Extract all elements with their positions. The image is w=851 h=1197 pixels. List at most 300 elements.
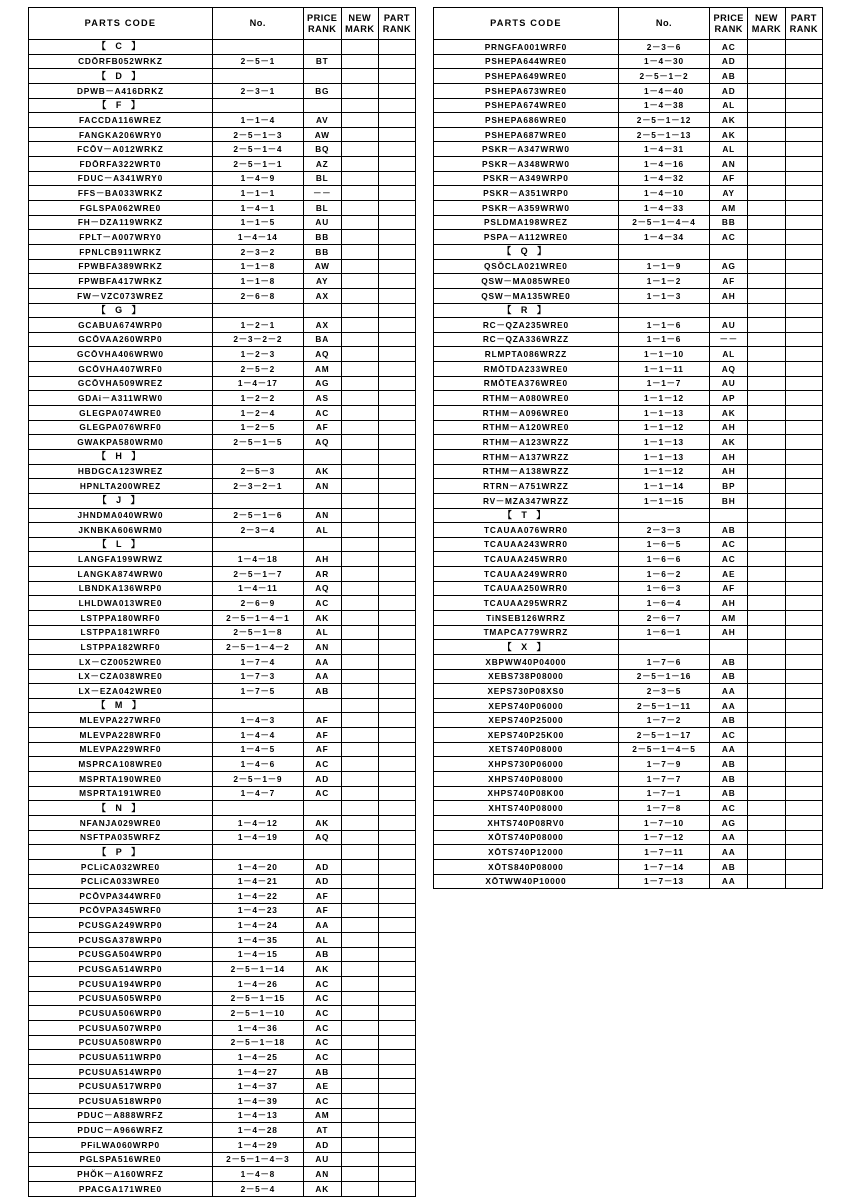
table-row[interactable]: [434, 859, 823, 874]
new-mark-cell: [341, 1123, 378, 1138]
table-row[interactable]: [29, 640, 416, 655]
price-rank-cell: AB: [710, 757, 748, 772]
part-rank-cell: [378, 171, 415, 186]
no-cell: 2－5－1－4－3: [212, 1152, 303, 1167]
table-row[interactable]: [29, 113, 416, 128]
parts-code-cell: MSPRTA190WRE0: [29, 772, 213, 787]
table-row[interactable]: [29, 1123, 416, 1138]
table-row[interactable]: [29, 874, 416, 889]
parts-code-cell: RLMPTA086WRZZ: [434, 347, 619, 362]
price-rank-cell: AF: [710, 171, 748, 186]
table-row[interactable]: [434, 772, 823, 787]
table-row[interactable]: [29, 376, 416, 391]
part-rank-cell: [378, 420, 415, 435]
parts-code-cell: CDŌRFB052WRKZ: [29, 54, 213, 69]
parts-code-cell: PSKR－A351WRP0: [434, 186, 619, 201]
table-row[interactable]: [434, 493, 823, 508]
table-row[interactable]: [29, 54, 416, 69]
new-mark-cell: [341, 610, 378, 625]
new-mark-cell: [748, 830, 785, 845]
no-cell: 1－4－11: [212, 581, 303, 596]
no-cell: 1－4－4: [212, 728, 303, 743]
parts-code-cell: PCUSUA511WRP0: [29, 1050, 213, 1065]
table-row[interactable]: [434, 157, 823, 172]
table-row[interactable]: [434, 874, 823, 889]
table-row[interactable]: [29, 1181, 416, 1196]
new-mark-cell: [341, 918, 378, 933]
table-row[interactable]: [29, 362, 416, 377]
table-row[interactable]: [29, 420, 416, 435]
new-mark-cell: [748, 288, 785, 303]
no-cell: 1－4－34: [618, 230, 709, 245]
no-cell: 1－7－7: [618, 772, 709, 787]
table-row[interactable]: [434, 757, 823, 772]
table-row[interactable]: [29, 1050, 416, 1065]
group-no-cell: [212, 449, 303, 464]
table-row[interactable]: [29, 991, 416, 1006]
part-rank-cell: [378, 508, 415, 523]
table-row[interactable]: [434, 318, 823, 333]
table-row[interactable]: [29, 567, 416, 582]
table-row[interactable]: [434, 669, 823, 684]
group-part-rank-cell: [378, 69, 415, 84]
price-rank-cell: AA: [710, 684, 748, 699]
parts-code-cell: PCŌVPA345WRF0: [29, 903, 213, 918]
no-cell: 2－5－1－5: [212, 435, 303, 450]
no-cell: 1－6－3: [618, 581, 709, 596]
table-row[interactable]: [29, 523, 416, 538]
no-cell: 1－4－10: [618, 186, 709, 201]
table-row[interactable]: [29, 1167, 416, 1182]
group-part-rank-cell: [378, 40, 415, 55]
table-row[interactable]: [29, 1094, 416, 1109]
table-row[interactable]: [434, 684, 823, 699]
parts-code-cell: FPWBFA417WRKZ: [29, 274, 213, 289]
part-rank-cell: [785, 83, 822, 98]
new-mark-cell: [341, 991, 378, 1006]
table-row[interactable]: [434, 69, 823, 84]
table-row[interactable]: [29, 464, 416, 479]
table-row[interactable]: [29, 903, 416, 918]
part-rank-cell: [378, 54, 415, 69]
table-row[interactable]: [434, 332, 823, 347]
part-rank-cell: [378, 552, 415, 567]
new-mark-cell: [748, 610, 785, 625]
part-rank-cell: [785, 186, 822, 201]
no-cell: 2－5－1－12: [618, 113, 709, 128]
no-cell: 2－5－1－6: [212, 508, 303, 523]
parts-code-cell: LHLDWA013WRE0: [29, 596, 213, 611]
part-rank-cell: [378, 859, 415, 874]
part-rank-cell: [378, 157, 415, 172]
part-rank-cell: [378, 376, 415, 391]
part-rank-cell: [785, 772, 822, 787]
new-mark-cell: [341, 332, 378, 347]
no-cell: 1－4－25: [212, 1050, 303, 1065]
table-row[interactable]: [434, 347, 823, 362]
new-mark-cell: [341, 171, 378, 186]
price-rank-cell: AU: [303, 1152, 341, 1167]
table-row[interactable]: [434, 391, 823, 406]
table-row[interactable]: [434, 596, 823, 611]
table-row[interactable]: [434, 537, 823, 552]
price-rank-cell: AD: [710, 54, 748, 69]
table-row[interactable]: [434, 713, 823, 728]
price-rank-cell: AA: [303, 669, 341, 684]
group-price-rank-cell: [303, 449, 341, 464]
table-row[interactable]: [29, 859, 416, 874]
group-header-row: [29, 40, 416, 55]
table-row[interactable]: [29, 1079, 416, 1094]
table-row[interactable]: [29, 435, 416, 450]
parts-code-cell: XŌTS840P08000: [434, 859, 619, 874]
price-rank-cell: AH: [710, 449, 748, 464]
table-row[interactable]: [434, 479, 823, 494]
parts-code-cell: RTHM－A096WRE0: [434, 406, 619, 421]
no-cell: 1－4－40: [618, 83, 709, 98]
parts-code-cell: RTHM－A080WRE0: [434, 391, 619, 406]
table-row[interactable]: [434, 845, 823, 860]
table-row[interactable]: [434, 581, 823, 596]
part-rank-cell: [378, 215, 415, 230]
table-row[interactable]: [434, 171, 823, 186]
table-row[interactable]: [29, 889, 416, 904]
part-rank-cell: [378, 889, 415, 904]
table-row[interactable]: [29, 186, 416, 201]
parts-code-cell: GDAi－A311WRW0: [29, 391, 213, 406]
table-row[interactable]: [29, 581, 416, 596]
parts-code-cell: PDUC－A966WRFZ: [29, 1123, 213, 1138]
table-row[interactable]: [434, 113, 823, 128]
part-rank-cell: [378, 977, 415, 992]
table-row[interactable]: [29, 406, 416, 421]
new-mark-cell: [341, 874, 378, 889]
price-rank-cell: AX: [303, 288, 341, 303]
table-row[interactable]: [29, 625, 416, 640]
table-row[interactable]: [434, 625, 823, 640]
group-label: 【 R 】: [434, 303, 619, 318]
table-row[interactable]: [29, 772, 416, 787]
table-row[interactable]: [434, 523, 823, 538]
new-mark-cell: [748, 596, 785, 611]
part-rank-cell: [785, 318, 822, 333]
table-row[interactable]: [434, 449, 823, 464]
price-rank-cell: AD: [303, 772, 341, 787]
table-row[interactable]: [29, 757, 416, 772]
table-row[interactable]: [29, 830, 416, 845]
parts-code-cell: PCUSGA378WRP0: [29, 933, 213, 948]
group-header-row: [29, 493, 416, 508]
table-row[interactable]: [29, 947, 416, 962]
table-row[interactable]: [29, 713, 416, 728]
price-rank-cell: AQ: [303, 581, 341, 596]
table-row[interactable]: [29, 288, 416, 303]
price-rank-cell: AV: [303, 113, 341, 128]
table-row[interactable]: [434, 830, 823, 845]
table-row[interactable]: [434, 464, 823, 479]
no-cell: 1－4－18: [212, 552, 303, 567]
new-mark-cell: [341, 1181, 378, 1196]
table-row[interactable]: [434, 698, 823, 713]
table-row[interactable]: [29, 201, 416, 216]
group-part-rank-cell: [785, 244, 822, 259]
group-label: 【 N 】: [29, 801, 213, 816]
table-row[interactable]: [29, 171, 416, 186]
parts-code-cell: GCŌVHA509WREZ: [29, 376, 213, 391]
no-cell: 2－5－3: [212, 464, 303, 479]
price-rank-cell: AE: [710, 567, 748, 582]
part-rank-cell: [785, 830, 822, 845]
table-row[interactable]: [29, 1035, 416, 1050]
price-rank-cell: AC: [303, 1020, 341, 1035]
new-mark-cell: [748, 362, 785, 377]
price-rank-cell: BL: [303, 171, 341, 186]
table-row[interactable]: [29, 259, 416, 274]
price-rank-cell: AF: [303, 742, 341, 757]
table-row[interactable]: [434, 259, 823, 274]
header-price-rank-line2: RANK: [308, 23, 337, 34]
table-row[interactable]: [29, 1152, 416, 1167]
table-row[interactable]: [434, 742, 823, 757]
table-row[interactable]: [434, 552, 823, 567]
new-mark-cell: [341, 406, 378, 421]
header-parts-code: PARTS CODE: [29, 8, 213, 40]
table-row[interactable]: [434, 274, 823, 289]
new-mark-cell: [748, 874, 785, 889]
table-row[interactable]: [29, 962, 416, 977]
parts-code-cell: PFiLWA060WRP0: [29, 1138, 213, 1153]
table-row[interactable]: [29, 933, 416, 948]
table-row[interactable]: [29, 786, 416, 801]
part-rank-cell: [378, 1108, 415, 1123]
table-row[interactable]: [434, 567, 823, 582]
part-rank-cell: [378, 288, 415, 303]
parts-code-cell: GCŌVHA407WRF0: [29, 362, 213, 377]
table-row[interactable]: [434, 654, 823, 669]
new-mark-cell: [748, 40, 785, 55]
parts-code-cell: LX－CZA038WRE0: [29, 669, 213, 684]
table-row[interactable]: [434, 376, 823, 391]
table-row[interactable]: [29, 552, 416, 567]
price-rank-cell: AB: [710, 772, 748, 787]
header-part-rank: [785, 8, 822, 40]
parts-code-cell: XHPS740P08K00: [434, 786, 619, 801]
table-row[interactable]: [434, 186, 823, 201]
no-cell: 1－1－8: [212, 259, 303, 274]
table-row[interactable]: [29, 274, 416, 289]
table-row[interactable]: [29, 244, 416, 259]
no-cell: 1－4－36: [212, 1020, 303, 1035]
table-row[interactable]: [434, 406, 823, 421]
no-cell: 1－7－9: [618, 757, 709, 772]
table-row[interactable]: [29, 918, 416, 933]
table-row[interactable]: [434, 98, 823, 113]
parts-code-cell: PSHEPA674WRE0: [434, 98, 619, 113]
new-mark-cell: [748, 376, 785, 391]
new-mark-cell: [748, 420, 785, 435]
no-cell: 2－5－1－4: [212, 142, 303, 157]
table-row[interactable]: [434, 786, 823, 801]
table-row[interactable]: [29, 508, 416, 523]
table-row[interactable]: [434, 801, 823, 816]
no-cell: 2－5－1－2: [618, 69, 709, 84]
new-mark-cell: [341, 376, 378, 391]
price-rank-cell: AB: [710, 713, 748, 728]
parts-code-cell: FCŌV－A012WRKZ: [29, 142, 213, 157]
no-cell: 1－4－29: [212, 1138, 303, 1153]
table-row[interactable]: [29, 157, 416, 172]
table-row[interactable]: [29, 215, 416, 230]
table-row[interactable]: [29, 1064, 416, 1079]
part-rank-cell: [378, 1167, 415, 1182]
new-mark-cell: [341, 962, 378, 977]
group-price-rank-cell: [710, 640, 748, 655]
parts-code-cell: PSKR－A348WRW0: [434, 157, 619, 172]
new-mark-cell: [748, 347, 785, 362]
new-mark-cell: [748, 786, 785, 801]
new-mark-cell: [748, 98, 785, 113]
parts-code-cell: RTHM－A138WRZZ: [434, 464, 619, 479]
part-rank-cell: [378, 201, 415, 216]
new-mark-cell: [748, 157, 785, 172]
table-row[interactable]: [29, 815, 416, 830]
parts-code-cell: JKNBKA606WRM0: [29, 523, 213, 538]
group-price-rank-cell: [303, 493, 341, 508]
table-row[interactable]: [29, 127, 416, 142]
table-row[interactable]: [434, 83, 823, 98]
parts-code-cell: PRNGFA001WRF0: [434, 40, 619, 55]
table-row[interactable]: [29, 318, 416, 333]
table-row[interactable]: [29, 669, 416, 684]
no-cell: 1－7－5: [212, 684, 303, 699]
no-cell: 2－5－1－4－4: [618, 215, 709, 230]
group-price-rank-cell: [303, 69, 341, 84]
price-rank-cell: AC: [303, 991, 341, 1006]
table-row[interactable]: [29, 479, 416, 494]
no-cell: 2－5－1－15: [212, 991, 303, 1006]
new-mark-cell: [341, 142, 378, 157]
table-row[interactable]: [29, 654, 416, 669]
group-label: 【 P 】: [29, 845, 213, 860]
parts-code-cell: QSŎCLA021WRE0: [434, 259, 619, 274]
table-row[interactable]: [29, 332, 416, 347]
right-table-head: [434, 8, 823, 40]
table-row[interactable]: [434, 215, 823, 230]
parts-code-cell: PCUSUA505WRP0: [29, 991, 213, 1006]
table-row[interactable]: [29, 742, 416, 757]
table-row[interactable]: [434, 815, 823, 830]
table-row[interactable]: [29, 142, 416, 157]
part-rank-cell: [378, 464, 415, 479]
table-row[interactable]: [434, 420, 823, 435]
part-rank-cell: [378, 654, 415, 669]
table-row[interactable]: [29, 1006, 416, 1021]
parts-code-cell: XŌTS740P08000: [434, 830, 619, 845]
table-row[interactable]: [434, 54, 823, 69]
price-rank-cell: AB: [710, 69, 748, 84]
table-row[interactable]: [29, 83, 416, 98]
part-rank-cell: [378, 567, 415, 582]
part-rank-cell: [378, 259, 415, 274]
table-row[interactable]: [29, 610, 416, 625]
table-row[interactable]: [29, 596, 416, 611]
group-no-cell: [212, 303, 303, 318]
table-row[interactable]: [29, 1108, 416, 1123]
group-header-row: [434, 244, 823, 259]
new-mark-cell: [748, 186, 785, 201]
price-rank-cell: AC: [303, 977, 341, 992]
table-row[interactable]: [434, 127, 823, 142]
price-rank-cell: AM: [710, 201, 748, 216]
table-row[interactable]: [434, 288, 823, 303]
table-row[interactable]: [29, 977, 416, 992]
new-mark-cell: [748, 449, 785, 464]
no-cell: 2－3－2－1: [212, 479, 303, 494]
price-rank-cell: AC: [303, 1094, 341, 1109]
part-rank-cell: [785, 376, 822, 391]
table-row[interactable]: [434, 362, 823, 377]
table-row[interactable]: [434, 610, 823, 625]
group-new-mark-cell: [341, 98, 378, 113]
new-mark-cell: [341, 830, 378, 845]
price-rank-cell: AQ: [303, 435, 341, 450]
price-rank-cell: BH: [710, 493, 748, 508]
table-row[interactable]: [29, 684, 416, 699]
part-rank-cell: [785, 479, 822, 494]
table-row[interactable]: [29, 728, 416, 743]
parts-code-cell: PCUSUA194WRP0: [29, 977, 213, 992]
table-row[interactable]: [434, 435, 823, 450]
part-rank-cell: [785, 332, 822, 347]
parts-code-cell: GLEGPA076WRF0: [29, 420, 213, 435]
part-rank-cell: [378, 391, 415, 406]
no-cell: 1－4－7: [212, 786, 303, 801]
no-cell: 1－4－27: [212, 1064, 303, 1079]
parts-code-cell: TCAUAA243WRR0: [434, 537, 619, 552]
table-row[interactable]: [434, 728, 823, 743]
part-rank-cell: [378, 713, 415, 728]
table-row[interactable]: [434, 230, 823, 245]
table-row[interactable]: [29, 347, 416, 362]
part-rank-cell: [785, 698, 822, 713]
part-rank-cell: [785, 127, 822, 142]
table-row[interactable]: [434, 142, 823, 157]
price-rank-cell: AM: [303, 1108, 341, 1123]
no-cell: 2－5－1－8: [212, 625, 303, 640]
table-row[interactable]: [29, 1020, 416, 1035]
table-row[interactable]: [29, 1138, 416, 1153]
new-mark-cell: [748, 713, 785, 728]
price-rank-cell: AU: [303, 215, 341, 230]
group-label: 【 X 】: [434, 640, 619, 655]
no-cell: 1－4－32: [618, 171, 709, 186]
parts-code-cell: PCUSUA508WRP0: [29, 1035, 213, 1050]
price-rank-cell: AB: [710, 859, 748, 874]
new-mark-cell: [748, 318, 785, 333]
table-row[interactable]: [434, 40, 823, 55]
part-rank-cell: [378, 1094, 415, 1109]
no-cell: 2－5－1－14: [212, 962, 303, 977]
table-row[interactable]: [434, 201, 823, 216]
no-cell: 1－1－5: [212, 215, 303, 230]
table-row[interactable]: [29, 230, 416, 245]
group-header-row: [29, 98, 416, 113]
no-cell: 2－3－1: [212, 83, 303, 98]
table-row[interactable]: [29, 391, 416, 406]
group-price-rank-cell: [303, 40, 341, 55]
price-rank-cell: AN: [303, 640, 341, 655]
part-rank-cell: [785, 420, 822, 435]
